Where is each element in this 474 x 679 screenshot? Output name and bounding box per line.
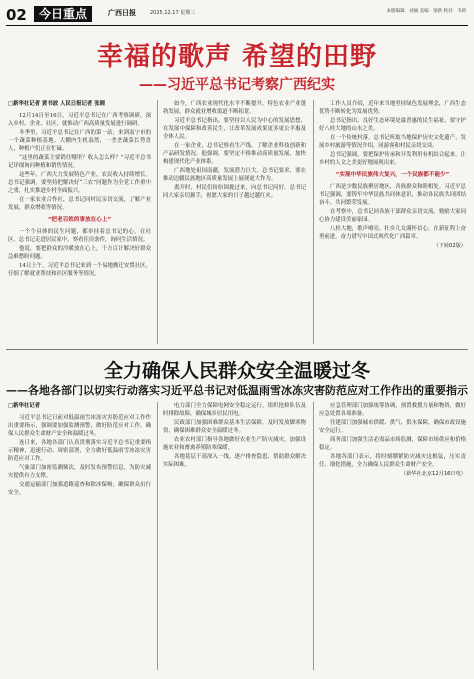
lead-column-2 (163, 100, 306, 344)
second-column-1 (8, 402, 151, 670)
header-rule (6, 25, 468, 26)
lead-column-3 (319, 100, 466, 344)
lead-subheadline: ——习近平总书记考察广西纪实 (139, 77, 335, 93)
paragraph: 在一家企业，总书记察看生产线，了解企业科技创新和产品研发情况。他强调，要坚定不移推动高质量发展，加快构建现代化产业体系。 (163, 143, 306, 165)
paragraph: 14日上午，习近平总书记来到一个易地搬迁安置社区，仔细了解就业帮扶和社区服务等情况。 (8, 263, 151, 277)
paragraph: 离开时，村民们纷纷围拢过来，向总书记问好。总书记同大家亲切握手，祝愿大家的日子越过越红火。 (163, 185, 306, 199)
continued-note: （下转02版） (433, 243, 466, 249)
paragraph: 如今，广西农业现代化水平不断提升，特色农业产业蓬勃发展，群众就业增收渠道不断拓宽。 (163, 101, 306, 115)
paragraph: 商务部门加强生活必需品市场监测，保障市场供应和价格稳定。 (319, 437, 466, 451)
lead-byline: □新华社记者 黄书波 人民日报记者 张晓 (8, 101, 105, 107)
paragraph: 广西是少数民族聚居地区，各族群众和睦相处。习近平总书记强调，要铸牢中华民族共同体意识，推动各民族共同团结奋斗、共同繁荣发展。 (319, 184, 466, 206)
paragraph: 冬季里，习近平总书记在广西的第一站，来到南宁市的一个蔬菜种植基地。大棚内生机盎然，一垄垄蔬菜长势喜人，种植户们正在忙碌。 (8, 130, 151, 152)
paragraph: 总书记指出，良好生态环境是最普惠的民生福祉，要守护好八桂大地的山水之美。 (319, 118, 466, 132)
dateline-note: （新华社北京12月16日电） (400, 471, 466, 477)
paragraph: 在考察中，总书记同各族干部群众亲切交流，勉励大家同心协力建设美丽家园。 (319, 209, 466, 223)
issue-date: 2025.12.17 星期三 (150, 10, 196, 16)
paragraph: 总书记强调，要把保护传承和开发利用有机结合起来，让乡村的人文之美更好地展现出来。 (319, 152, 466, 166)
paragraph: 住建部门加强城市供暖、供气、供水保障，确保市政设施安全运行。 (319, 420, 466, 434)
paper-name: 广西日报 (108, 8, 136, 17)
paragraph: 气象部门加密监测频次，及时发布预警信息，为防灾减灾提供有力支撑。 (8, 465, 151, 479)
second-headline: 全力确保人民群众安全温暖过冬 (103, 360, 370, 382)
column-divider (313, 402, 314, 670)
paragraph: 一个个具体的民生问题，都牵挂着总书记的心。在社区，总书记走进居民家中，察看住房条件，询问生活情况。 (8, 229, 151, 243)
paragraph: 12月14日至16日，习近平总书记在广西考察调研，深入乡村、企业、社区，就推动广西高质量发展进行调研。 (8, 113, 151, 127)
column-divider (157, 100, 158, 344)
column-divider (157, 402, 158, 670)
paragraph: 他说，要把群众的冷暖放在心上，千方百计解决好群众急难愁盼问题。 (8, 246, 151, 260)
section-subhead: “把老百姓的事放在心上” (47, 217, 112, 223)
section-label: 今日重点 (34, 6, 92, 22)
second-byline: □新华社记者 (8, 403, 41, 409)
editor-credits: 本版编辑：刘丽 美编：梁新 校对：韦莉 (386, 9, 466, 14)
second-column-2 (163, 402, 306, 670)
lead-column-1 (8, 100, 151, 344)
paragraph: 工作人员介绍，近年来当地坚持绿色发展理念，广西生态优势不断转化为发展优势。 (319, 101, 466, 115)
lead-headline: 幸福的歌声 希望的田野 (96, 42, 378, 72)
paragraph: 连日来，各地各部门认真贯彻落实习近平总书记重要指示精神，迅速行动、周密部署，全力做好低温雨雪冰冻灾害防范应对工作。 (8, 440, 151, 462)
paragraph: 各地基层干部深入一线，逐户排查隐患，帮助群众解决实际困难。 (163, 454, 306, 468)
paragraph: 民政部门加强困难群众基本生活保障，及时发放御寒物资，确保困难群众安全温暖过冬。 (163, 420, 306, 434)
column-divider (313, 100, 314, 344)
paragraph: 广西地处祖国南疆，发展潜力巨大。总书记要求，要在推动边疆民族地区高质量发展上展现更大作为。 (163, 168, 306, 182)
paragraph: 习近平总书记日前对低温雨雪冰冻灾害防范应对工作作出重要指示，强调要加强监测预警，做好防范应对工作，确保人民群众生命财产安全和温暖过冬。 (8, 415, 151, 437)
section-subhead: “实现中华民族伟大复兴，一个民族都不能少” (335, 172, 450, 178)
paragraph: 电力部门全力保障电网安全稳定运行，组织抢修队伍及时排除故障，确保城乡居民用电。 (163, 403, 306, 417)
second-column-3 (319, 402, 466, 670)
page-number: 02 (6, 6, 27, 24)
second-subheadline: ——各地各部门以切实行动落实习近平总书记对低温雨雪冰冻灾害防范应对工作作出的重要指示 (6, 384, 468, 397)
story-divider (6, 349, 468, 350)
paragraph: “这里的蔬菜主要销往哪里？收入怎么样？”习近平总书记详细询问种植和销售情况。 (8, 155, 151, 169)
paragraph: 八桂大地，歌声嘹亮。壮乡儿女满怀信心，在新征程上奋勇前进，奋力谱写中国式现代化广西篇章。 (319, 226, 466, 240)
paragraph: 这些年，广西大力发展特色产业，农民收入持续增长。总书记强调，要坚持把解决好“三农”问题作为全党工作重中之重，扎实推进乡村全面振兴。 (8, 172, 151, 194)
paragraph: 交通运输部门加强道路巡查和除冰保畅，确保群众出行安全。 (8, 482, 151, 496)
paragraph: 在一个传统村落，总书记听取当地保护历史文化遗产、发展乡村旅游等情况介绍，同游客和村民亲切交谈。 (319, 135, 466, 149)
paragraph: 应急管理部门加强统筹协调，预置救援力量和物资，做好应急处置各项准备。 (319, 403, 466, 417)
paragraph: 农业农村部门指导各地做好农业生产防灾减灾，加强设施农业和畜禽养殖防寒保暖。 (163, 437, 306, 451)
paragraph: 各地各部门表示，将时刻绷紧防灾减灾这根弦，压实责任、细化措施，全力确保人民群众生命财产安全。 (319, 454, 466, 468)
paragraph: 习近平总书记指出，要坚持以人民为中心的发展思想，在发展中保障和改善民生，让改革发展成果更多更公平惠及全体人民。 (163, 118, 306, 140)
paragraph: 在一家农业合作社，总书记同村民亲切交流，了解产业发展、群众增收等情况。 (8, 197, 151, 211)
